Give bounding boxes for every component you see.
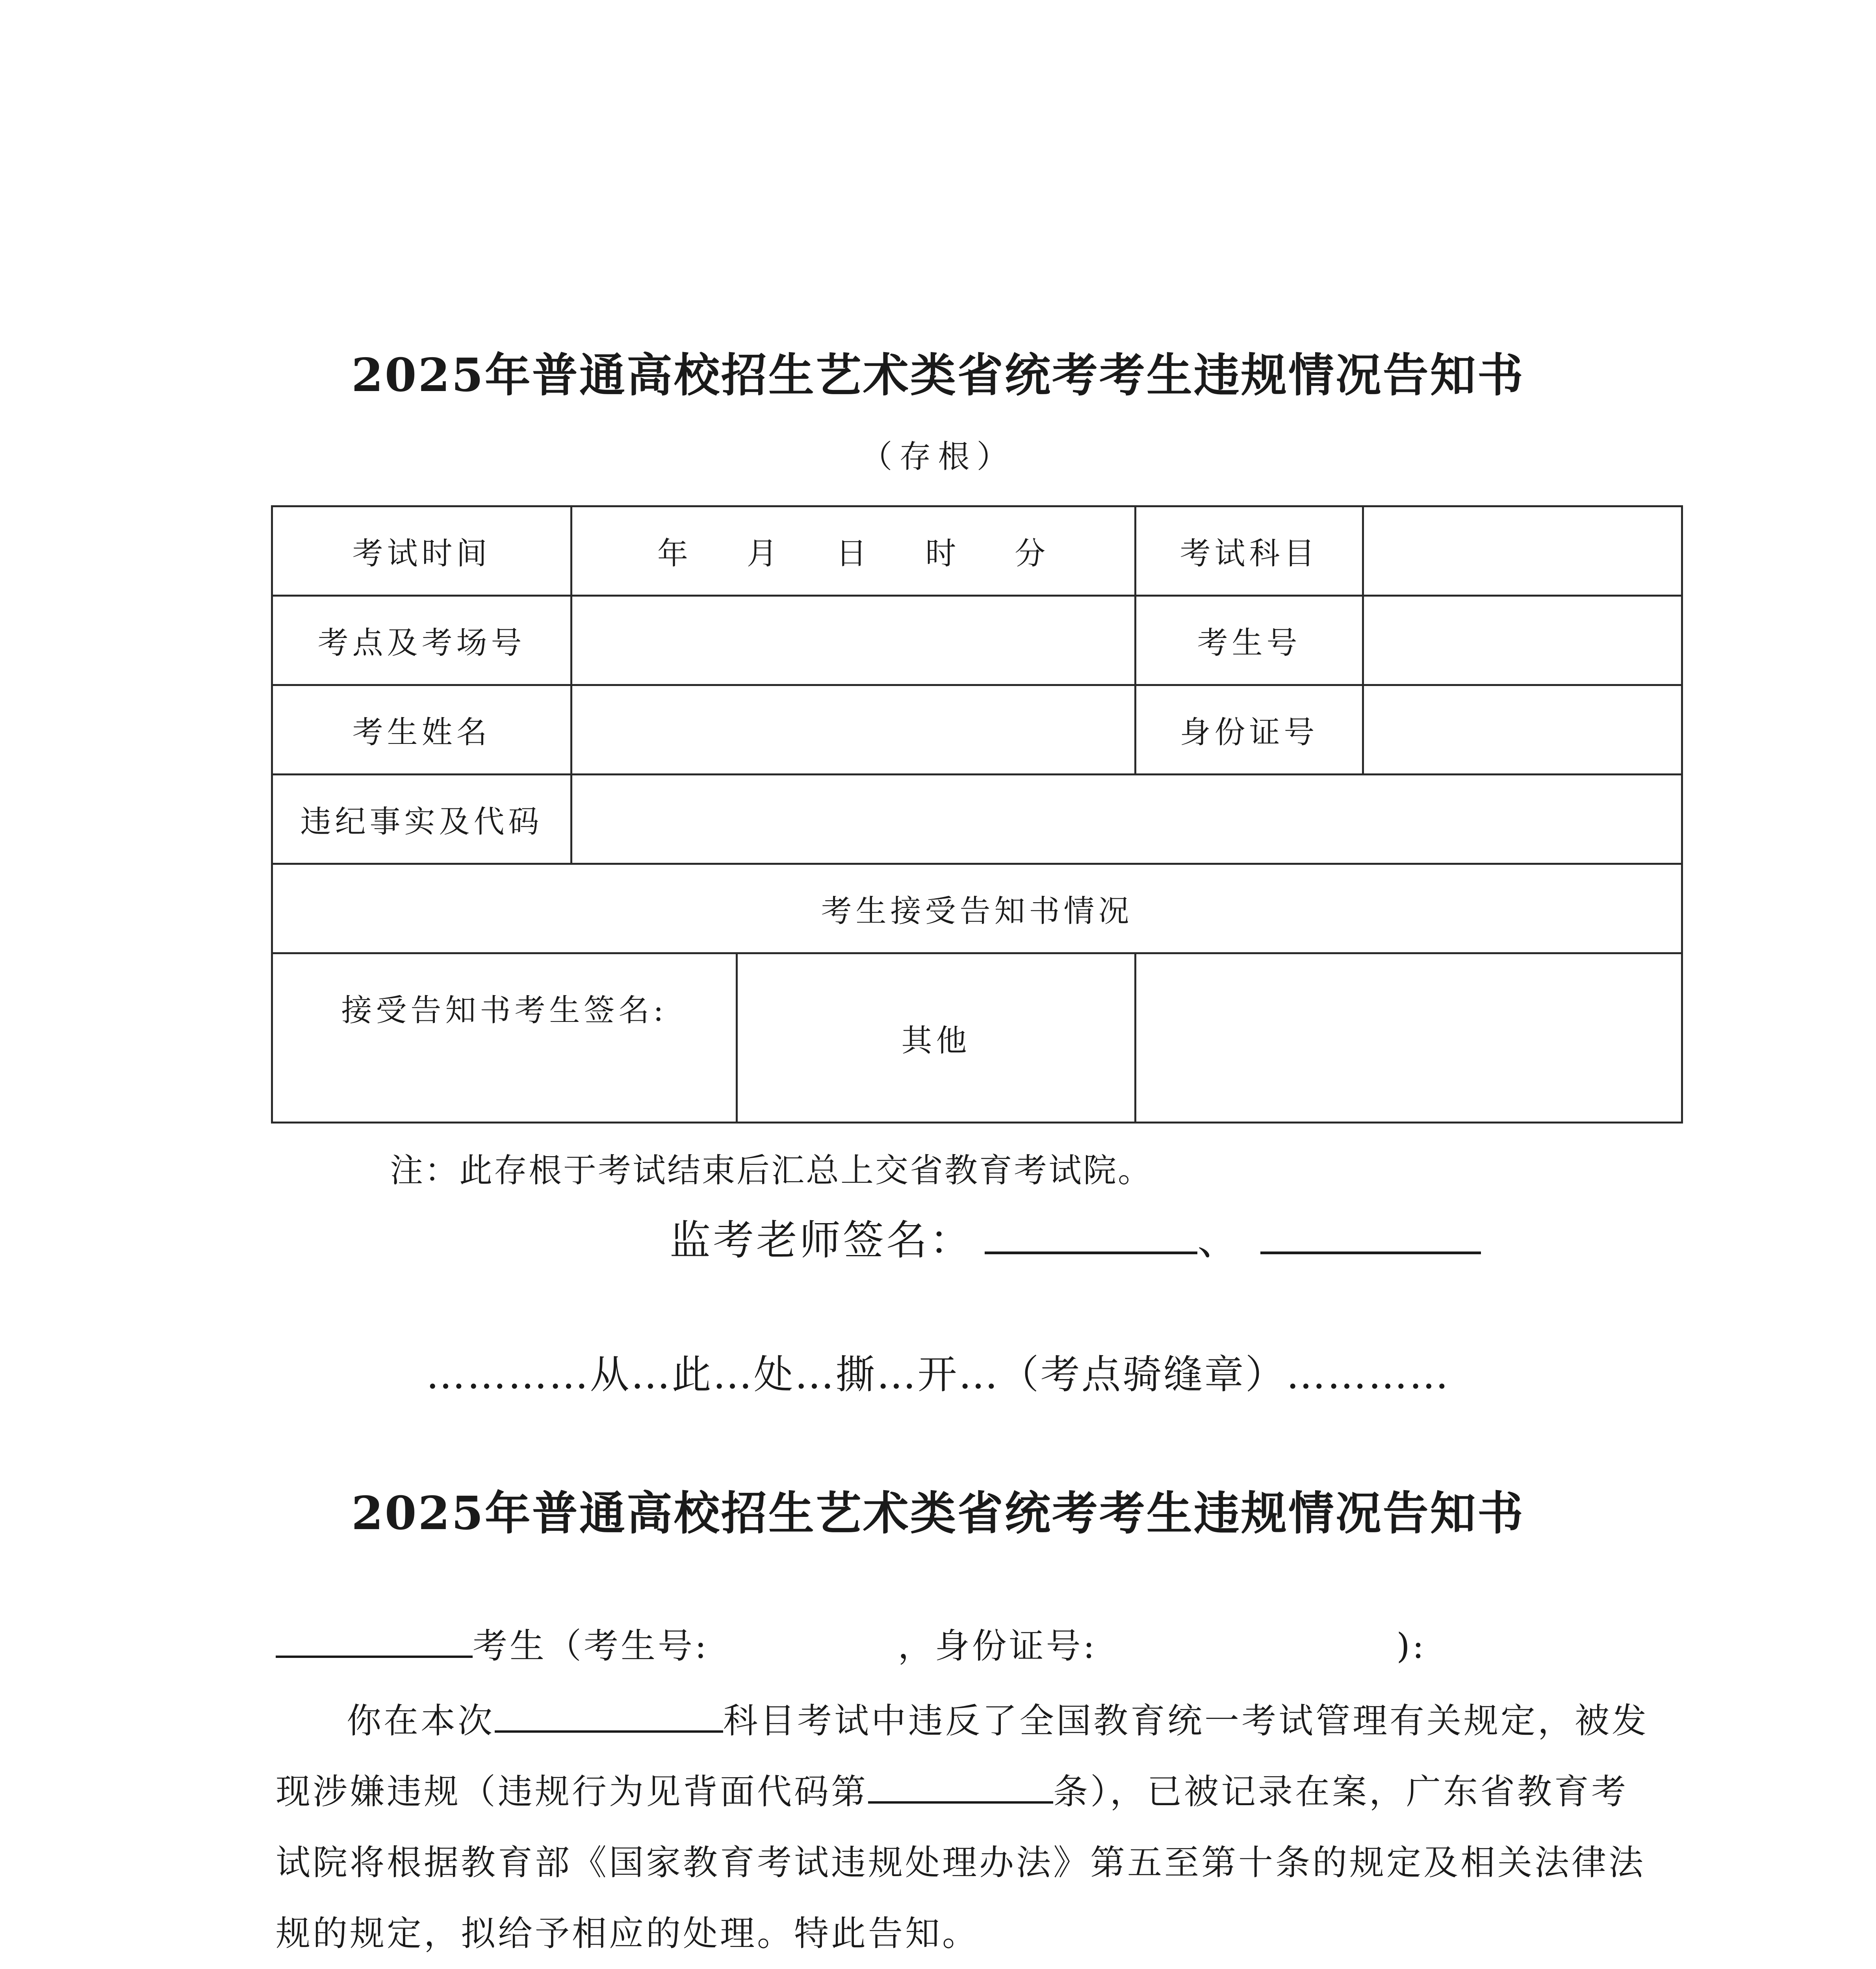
proctor-label: 监考老师签名： [670, 1216, 973, 1264]
id-no-label: 身份证号 [1136, 685, 1363, 775]
notice-para1-line3: 试院将根据教育部《国家教育考试违规处理办法》第五至第十条的规定及相关法律法 [276, 1842, 1646, 1883]
subject-blank[interactable] [495, 1705, 723, 1733]
candidate-name-blank[interactable] [276, 1630, 473, 1658]
exam-subject-field[interactable] [1363, 506, 1682, 596]
stub-subtitle: （存根） [861, 438, 1015, 475]
violation-field[interactable] [572, 775, 1682, 864]
stub-note: 注：此存根于考试结束后汇总上交省教育考试院。 [390, 1151, 1153, 1190]
proctor-separator: 、 [1197, 1216, 1241, 1264]
id-no-prompt: ，身份证号: [898, 1626, 1097, 1666]
para1-text-a: 你在本次 [347, 1700, 495, 1741]
unit-month: 月 [746, 536, 781, 571]
para1-text-b: 科目考试中违反了全国教育统一考试管理有关规定，被发 [723, 1700, 1649, 1741]
notice-title: 2025年普通高校招生艺术类省统考考生违规情况告知书 [351, 1487, 1525, 1540]
unit-minute: 分 [1015, 536, 1050, 571]
unit-hour: 时 [925, 536, 960, 571]
exam-site-field[interactable] [572, 596, 1136, 685]
candidate-no-field[interactable] [1363, 596, 1682, 685]
signature-cell[interactable] [272, 953, 737, 1123]
para1-text-c: 现涉嫌违规（违规行为见背面代码第 [276, 1771, 868, 1812]
closing-paren: ): [1396, 1626, 1427, 1666]
notice-line-candidate [276, 1619, 1426, 1668]
proctor-signature-blank-1[interactable] [985, 1224, 1197, 1254]
para1-text-d: 条），已被记录在案，广东省教育考 [1053, 1771, 1629, 1812]
other-label: 其他 [737, 953, 1136, 1123]
unit-day: 日 [836, 536, 871, 571]
unit-year: 年 [657, 536, 692, 571]
acceptance-header: 考生接受告知书情况 [272, 864, 1682, 953]
notice-para1-line1 [347, 1693, 1649, 1743]
candidate-no-label: 考生号 [1136, 596, 1363, 685]
proctor-signature-blank-2[interactable] [1260, 1224, 1481, 1254]
signature-label: 接受告知书考生签名: [341, 993, 668, 1028]
proctor-signature-line [670, 1207, 1481, 1266]
stub-table [271, 505, 1683, 1124]
notice-para1-line4: 规的规定，拟给予相应的处理。特此告知。 [276, 1913, 980, 1954]
exam-time-label: 考试时间 [272, 506, 572, 596]
tear-line: …………从…此…处…撕…开…（考点骑缝章）………… [426, 1352, 1450, 1398]
candidate-no-prompt: 考生（考生号: [473, 1626, 709, 1666]
candidate-name-field[interactable] [572, 685, 1136, 775]
notice-para1-line2 [276, 1764, 1628, 1814]
exam-site-label: 考点及考场号 [272, 596, 572, 685]
other-field[interactable] [1136, 953, 1682, 1123]
id-no-field[interactable] [1363, 685, 1682, 775]
stub-title: 2025年普通高校招生艺术类省统考考生违规情况告知书 [351, 349, 1525, 402]
exam-subject-label: 考试科目 [1136, 506, 1363, 596]
exam-time-field[interactable] [572, 506, 1136, 596]
violation-code-blank[interactable] [868, 1776, 1053, 1804]
candidate-name-label: 考生姓名 [272, 685, 572, 775]
violation-label: 违纪事实及代码 [272, 775, 572, 864]
